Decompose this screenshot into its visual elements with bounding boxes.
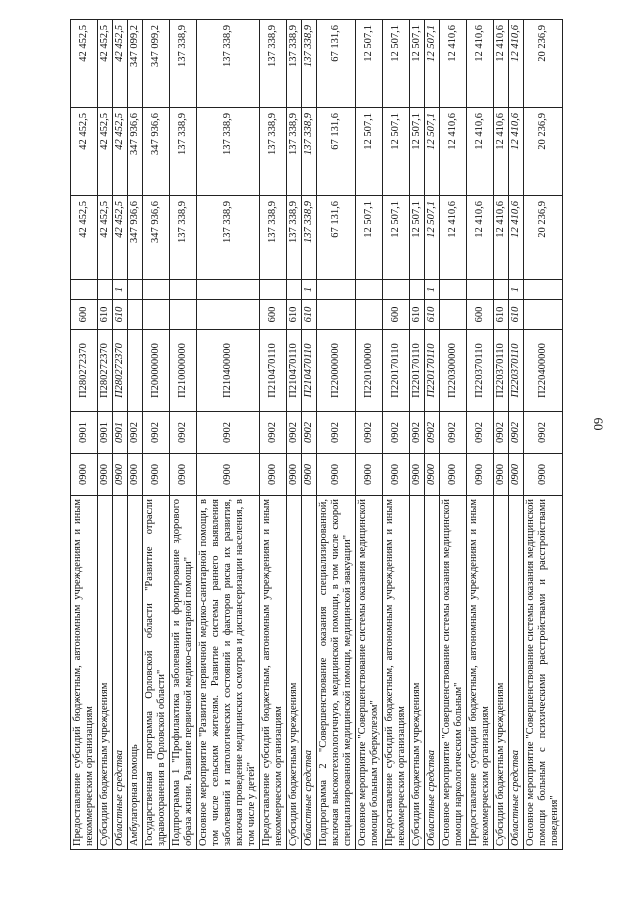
target-article: П280272370 [98, 330, 113, 412]
expense-type [128, 300, 143, 330]
sub-code: 1 [509, 280, 524, 300]
sub-code: 1 [302, 280, 317, 300]
amount-1: 347 936,6 [143, 196, 170, 280]
amount-1: 137 338,9 [260, 196, 287, 280]
amount-2: 67 131,6 [317, 108, 356, 196]
target-article: П280272370 [71, 330, 98, 412]
section-code: 0902 [287, 412, 302, 454]
section-code: 0902 [260, 412, 287, 454]
expense-type: 610 [425, 300, 440, 330]
ministry-code: 0900 [467, 454, 494, 496]
sub-code [383, 280, 410, 300]
amount-1: 347 936,6 [128, 196, 143, 280]
amount-2: 12 410,6 [509, 108, 524, 196]
section-code: 0902 [524, 412, 563, 454]
amount-3: 42 452,5 [71, 20, 98, 108]
ministry-code: 0900 [509, 454, 524, 496]
table-row [356, 20, 383, 850]
amount-1: 12 410,6 [440, 196, 467, 280]
table-body [71, 20, 563, 850]
expense-type [170, 300, 197, 330]
ministry-code: 0900 [524, 454, 563, 496]
amount-2: 12 507,1 [356, 108, 383, 196]
table-row [197, 20, 260, 850]
ministry-code: 0900 [197, 454, 260, 496]
expense-type: 610 [98, 300, 113, 330]
amount-1: 12 410,6 [494, 196, 509, 280]
amount-2: 12 410,6 [440, 108, 467, 196]
ministry-code: 0900 [410, 454, 425, 496]
amount-1: 42 452,5 [113, 196, 128, 280]
target-article: П220370110 [467, 330, 494, 412]
ministry-code: 0900 [494, 454, 509, 496]
expense-type: 610 [410, 300, 425, 330]
amount-3: 42 452,5 [98, 20, 113, 108]
amount-2: 347 936,6 [128, 108, 143, 196]
target-article: П220170110 [383, 330, 410, 412]
amount-3: 42 452,5 [113, 20, 128, 108]
amount-3: 137 338,9 [302, 20, 317, 108]
row-name: Субсидии бюджетным учреждениям [98, 496, 113, 850]
amount-2: 42 452,5 [98, 108, 113, 196]
amount-1: 20 236,9 [524, 196, 563, 280]
section-code: 0902 [302, 412, 317, 454]
amount-3: 12 410,6 [467, 20, 494, 108]
row-name: Основное мероприятие "Развитие первичной медико-санитарной помощи, в том числе сельским жителям. Развитие системы раннего выявления заболеваний и патологических состояний и факторов риска их развития, включая проведение медицинских осмотров и диспансеризации населения, в том числе у детей" [197, 496, 260, 850]
target-article: П210000000 [170, 330, 197, 412]
table-row [128, 20, 143, 850]
amount-1: 12 410,6 [467, 196, 494, 280]
section-code: 0902 [410, 412, 425, 454]
sub-code [494, 280, 509, 300]
sub-code [287, 280, 302, 300]
ministry-code: 0900 [113, 454, 128, 496]
row-name: Субсидии бюджетным учреждениям [410, 496, 425, 850]
target-article: П220100000 [356, 330, 383, 412]
ministry-code: 0900 [425, 454, 440, 496]
row-name: Областные средства [113, 496, 128, 850]
amount-1: 12 507,1 [425, 196, 440, 280]
amount-2: 137 338,9 [170, 108, 197, 196]
row-name: Амбулаторная помощь [128, 496, 143, 850]
ministry-code: 0900 [302, 454, 317, 496]
amount-2: 347 936,6 [143, 108, 170, 196]
amount-1: 12 507,1 [383, 196, 410, 280]
amount-3: 137 338,9 [197, 20, 260, 108]
amount-1: 12 507,1 [356, 196, 383, 280]
table-row [98, 20, 113, 850]
amount-2: 137 338,9 [302, 108, 317, 196]
table-row [113, 20, 128, 850]
amount-3: 20 236,9 [524, 20, 563, 108]
sub-code [143, 280, 170, 300]
amount-3: 137 338,9 [287, 20, 302, 108]
amount-3: 12 507,1 [356, 20, 383, 108]
row-name: Предоставление субсидий бюджетным, автономным учреждениям и иным некоммерческим организациям [260, 496, 287, 850]
sub-code: 1 [113, 280, 128, 300]
amount-2: 42 452,5 [71, 108, 98, 196]
section-code: 0902 [425, 412, 440, 454]
row-name: Основное мероприятие "Совершенствование системы оказания медицинской помощи наркологическим больным" [440, 496, 467, 850]
table-row [287, 20, 302, 850]
amount-1: 137 338,9 [197, 196, 260, 280]
target-article: П210400000 [197, 330, 260, 412]
expense-type: 600 [467, 300, 494, 330]
amount-1: 137 338,9 [302, 196, 317, 280]
target-article: П210470110 [260, 330, 287, 412]
section-code: 0901 [98, 412, 113, 454]
table-row [410, 20, 425, 850]
target-article: П220170110 [410, 330, 425, 412]
section-code: 0902 [356, 412, 383, 454]
row-name: Субсидии бюджетным учреждениям [494, 496, 509, 850]
expense-type: 610 [302, 300, 317, 330]
expense-type: 610 [509, 300, 524, 330]
ministry-code: 0900 [128, 454, 143, 496]
expense-type [317, 300, 356, 330]
table-row [317, 20, 356, 850]
ministry-code: 0900 [170, 454, 197, 496]
sub-code: 1 [425, 280, 440, 300]
amount-1: 42 452,5 [98, 196, 113, 280]
section-code: 0902 [383, 412, 410, 454]
row-name: Основное мероприятие "Совершенствование системы оказания медицинской помощи больным туберкулезом" [356, 496, 383, 850]
table-row [71, 20, 98, 850]
row-name: Субсидии бюджетным учреждениям [287, 496, 302, 850]
target-article: П280272370 [113, 330, 128, 412]
expense-type [197, 300, 260, 330]
sub-code [98, 280, 113, 300]
target-article: П200000000 [143, 330, 170, 412]
expense-type: 610 [287, 300, 302, 330]
amount-3: 12 507,1 [425, 20, 440, 108]
target-article: П220170110 [425, 330, 440, 412]
amount-2: 12 507,1 [425, 108, 440, 196]
row-name: Подпрограмма 1 "Профилактика заболеваний и формирование здорового образа жизни. Развитие первичной медико-санитарной помощи" [170, 496, 197, 850]
target-article: П220370110 [509, 330, 524, 412]
amount-1: 67 131,6 [317, 196, 356, 280]
row-name: Областные средства [302, 496, 317, 850]
amount-1: 42 452,5 [71, 196, 98, 280]
sub-code [524, 280, 563, 300]
ministry-code: 0900 [356, 454, 383, 496]
expense-type: 600 [383, 300, 410, 330]
sub-code [71, 280, 98, 300]
section-code: 0902 [317, 412, 356, 454]
sub-code [170, 280, 197, 300]
section-code: 0902 [128, 412, 143, 454]
amount-2: 12 507,1 [383, 108, 410, 196]
amount-2: 42 452,5 [113, 108, 128, 196]
expense-type [440, 300, 467, 330]
sub-code [440, 280, 467, 300]
expense-type [524, 300, 563, 330]
ministry-code: 0900 [98, 454, 113, 496]
row-name: Предоставление субсидий бюджетным, автономным учреждениям и иным некоммерческим организациям [71, 496, 98, 850]
table-row [524, 20, 563, 850]
amount-3: 12 507,1 [383, 20, 410, 108]
target-article: П210470110 [302, 330, 317, 412]
section-code: 0902 [509, 412, 524, 454]
sub-code [197, 280, 260, 300]
row-name: Предоставление субсидий бюджетным, автономным учреждениям и иным некоммерческим организациям [467, 496, 494, 850]
ministry-code: 0900 [317, 454, 356, 496]
table-row [302, 20, 317, 850]
row-name: Областные средства [425, 496, 440, 850]
target-article: П210470110 [287, 330, 302, 412]
table-row [383, 20, 410, 850]
table-row [143, 20, 170, 850]
sub-code [260, 280, 287, 300]
row-name: Подпрограмма 2 "Совершенствование оказания специализированной, включая высокотехнологичную, медицинской помощи, в том числе скорой специализированной медицинской помощи, медицинской эвакуации" [317, 496, 356, 850]
target-article [128, 330, 143, 412]
amount-3: 347 099,2 [128, 20, 143, 108]
table-row [509, 20, 524, 850]
table-row [467, 20, 494, 850]
amount-2: 137 338,9 [287, 108, 302, 196]
sub-code [317, 280, 356, 300]
table-row [170, 20, 197, 850]
ministry-code: 0900 [440, 454, 467, 496]
amount-3: 12 410,6 [494, 20, 509, 108]
expense-type: 610 [494, 300, 509, 330]
amount-2: 20 236,9 [524, 108, 563, 196]
section-code: 0902 [170, 412, 197, 454]
expense-type: 600 [71, 300, 98, 330]
amount-3: 137 338,9 [260, 20, 287, 108]
amount-2: 137 338,9 [197, 108, 260, 196]
section-code: 0901 [71, 412, 98, 454]
section-code: 0902 [440, 412, 467, 454]
table-row [260, 20, 287, 850]
ministry-code: 0900 [143, 454, 170, 496]
amount-3: 347 099,2 [143, 20, 170, 108]
row-name: Предоставление субсидий бюджетным, автономным учреждениям и иным некоммерческим организациям [383, 496, 410, 850]
page-number: 60 [591, 417, 606, 431]
target-article: П220370110 [494, 330, 509, 412]
sub-code [467, 280, 494, 300]
section-code: 0902 [197, 412, 260, 454]
amount-2: 12 507,1 [410, 108, 425, 196]
row-name: Областные средства [509, 496, 524, 850]
section-code: 0902 [143, 412, 170, 454]
budget-table [70, 19, 563, 850]
row-name: Государственная программа Орловской области "Развитие отрасли здравоохранения в Орловской области" [143, 496, 170, 850]
expense-type: 610 [113, 300, 128, 330]
ministry-code: 0900 [383, 454, 410, 496]
target-article: П220300000 [440, 330, 467, 412]
amount-1: 12 410,6 [509, 196, 524, 280]
target-article: П220400000 [524, 330, 563, 412]
amount-3: 12 507,1 [410, 20, 425, 108]
sub-code [410, 280, 425, 300]
table-row [440, 20, 467, 850]
ministry-code: 0900 [260, 454, 287, 496]
expense-type: 600 [260, 300, 287, 330]
amount-3: 137 338,9 [170, 20, 197, 108]
row-name: Основное мероприятие "Совершенствование системы оказания медицинской помощи больным с психическими расстройствами и расстройствами поведения" [524, 496, 563, 850]
amount-3: 67 131,6 [317, 20, 356, 108]
amount-2: 12 410,6 [494, 108, 509, 196]
amount-2: 137 338,9 [260, 108, 287, 196]
amount-1: 12 507,1 [410, 196, 425, 280]
sub-code [356, 280, 383, 300]
ministry-code: 0900 [71, 454, 98, 496]
amount-1: 137 338,9 [170, 196, 197, 280]
section-code: 0901 [113, 412, 128, 454]
amount-1: 137 338,9 [287, 196, 302, 280]
amount-3: 12 410,6 [509, 20, 524, 108]
section-code: 0902 [467, 412, 494, 454]
table-row [494, 20, 509, 850]
amount-2: 12 410,6 [467, 108, 494, 196]
rotated-sheet [70, 20, 570, 850]
expense-type [143, 300, 170, 330]
sub-code [128, 280, 143, 300]
target-article: П220000000 [317, 330, 356, 412]
ministry-code: 0900 [287, 454, 302, 496]
table-row [425, 20, 440, 850]
section-code: 0902 [494, 412, 509, 454]
expense-type [356, 300, 383, 330]
amount-3: 12 410,6 [440, 20, 467, 108]
